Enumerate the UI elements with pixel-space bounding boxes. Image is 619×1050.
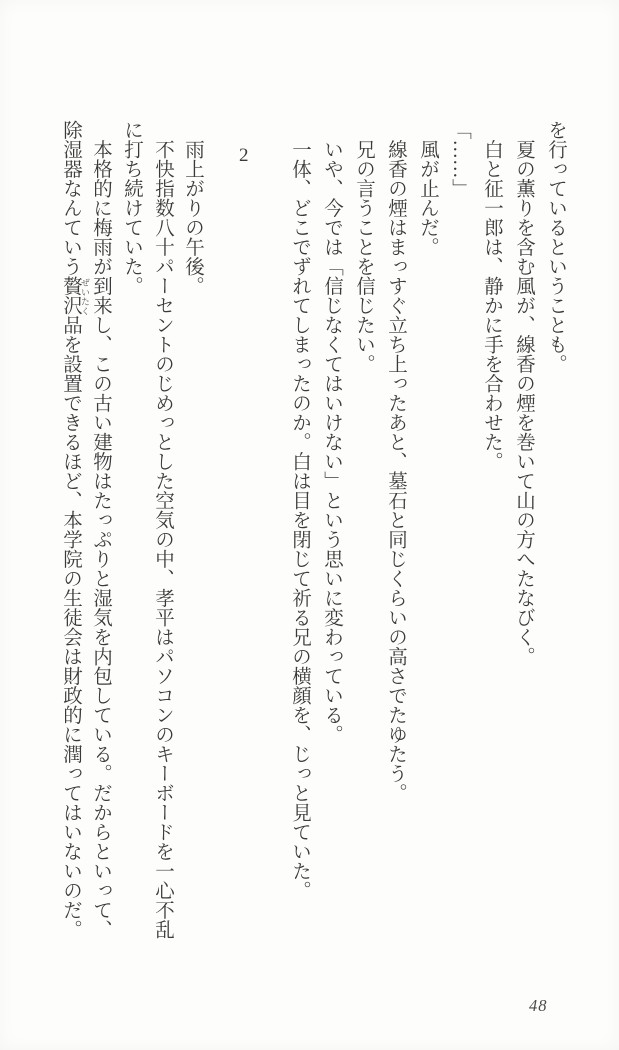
text-line: に打ち続けていた。 — [121, 120, 142, 296]
text-line: いや、今では「信じなくてはいけない」という思いに変わっている。 — [321, 120, 342, 744]
text-line: を行っているということも。 — [545, 120, 566, 374]
text-line: 不快指数八十パーセントのじめっとした空気の中、孝平はパソコンのキーボードを一心不乱 — [152, 120, 173, 939]
text-line: 夏の薫りを含む風が、線香の煙を巻いて山の方へたなびく。 — [513, 120, 534, 666]
text-line: 線香の煙はまっすぐ立ち上ったあと、墓石と同じくらいの高さでたゆたう。 — [385, 120, 406, 803]
text-line: 兄の言うことを信じたい。 — [353, 120, 374, 374]
page-number: 48 — [529, 996, 548, 1015]
text-line: 一体、どこでずれてしまったのか。白は目を閉じて祈る兄の横顔を、じっと見ていた。 — [289, 120, 310, 900]
text-line: 「……」 — [449, 120, 470, 198]
furigana-zeitaku: ぜいたく — [80, 278, 90, 316]
text-line: 除湿器なんていう贅沢品を設置できるほど、本学院の生徒会は財政的に潤ってはいないのだ。 — [60, 120, 81, 939]
text-line: 風が止んだ。 — [417, 120, 438, 257]
text-line: 雨上がりの午後。 — [182, 120, 203, 296]
text-line: 本格的に梅雨が到来し、この古い建物はたっぷりと湿気を内包している。だからといって、 — [90, 120, 111, 939]
text-line: 白と征一郎は、静かに手を合わせた。 — [481, 120, 502, 471]
section-number: 2 — [239, 145, 249, 166]
